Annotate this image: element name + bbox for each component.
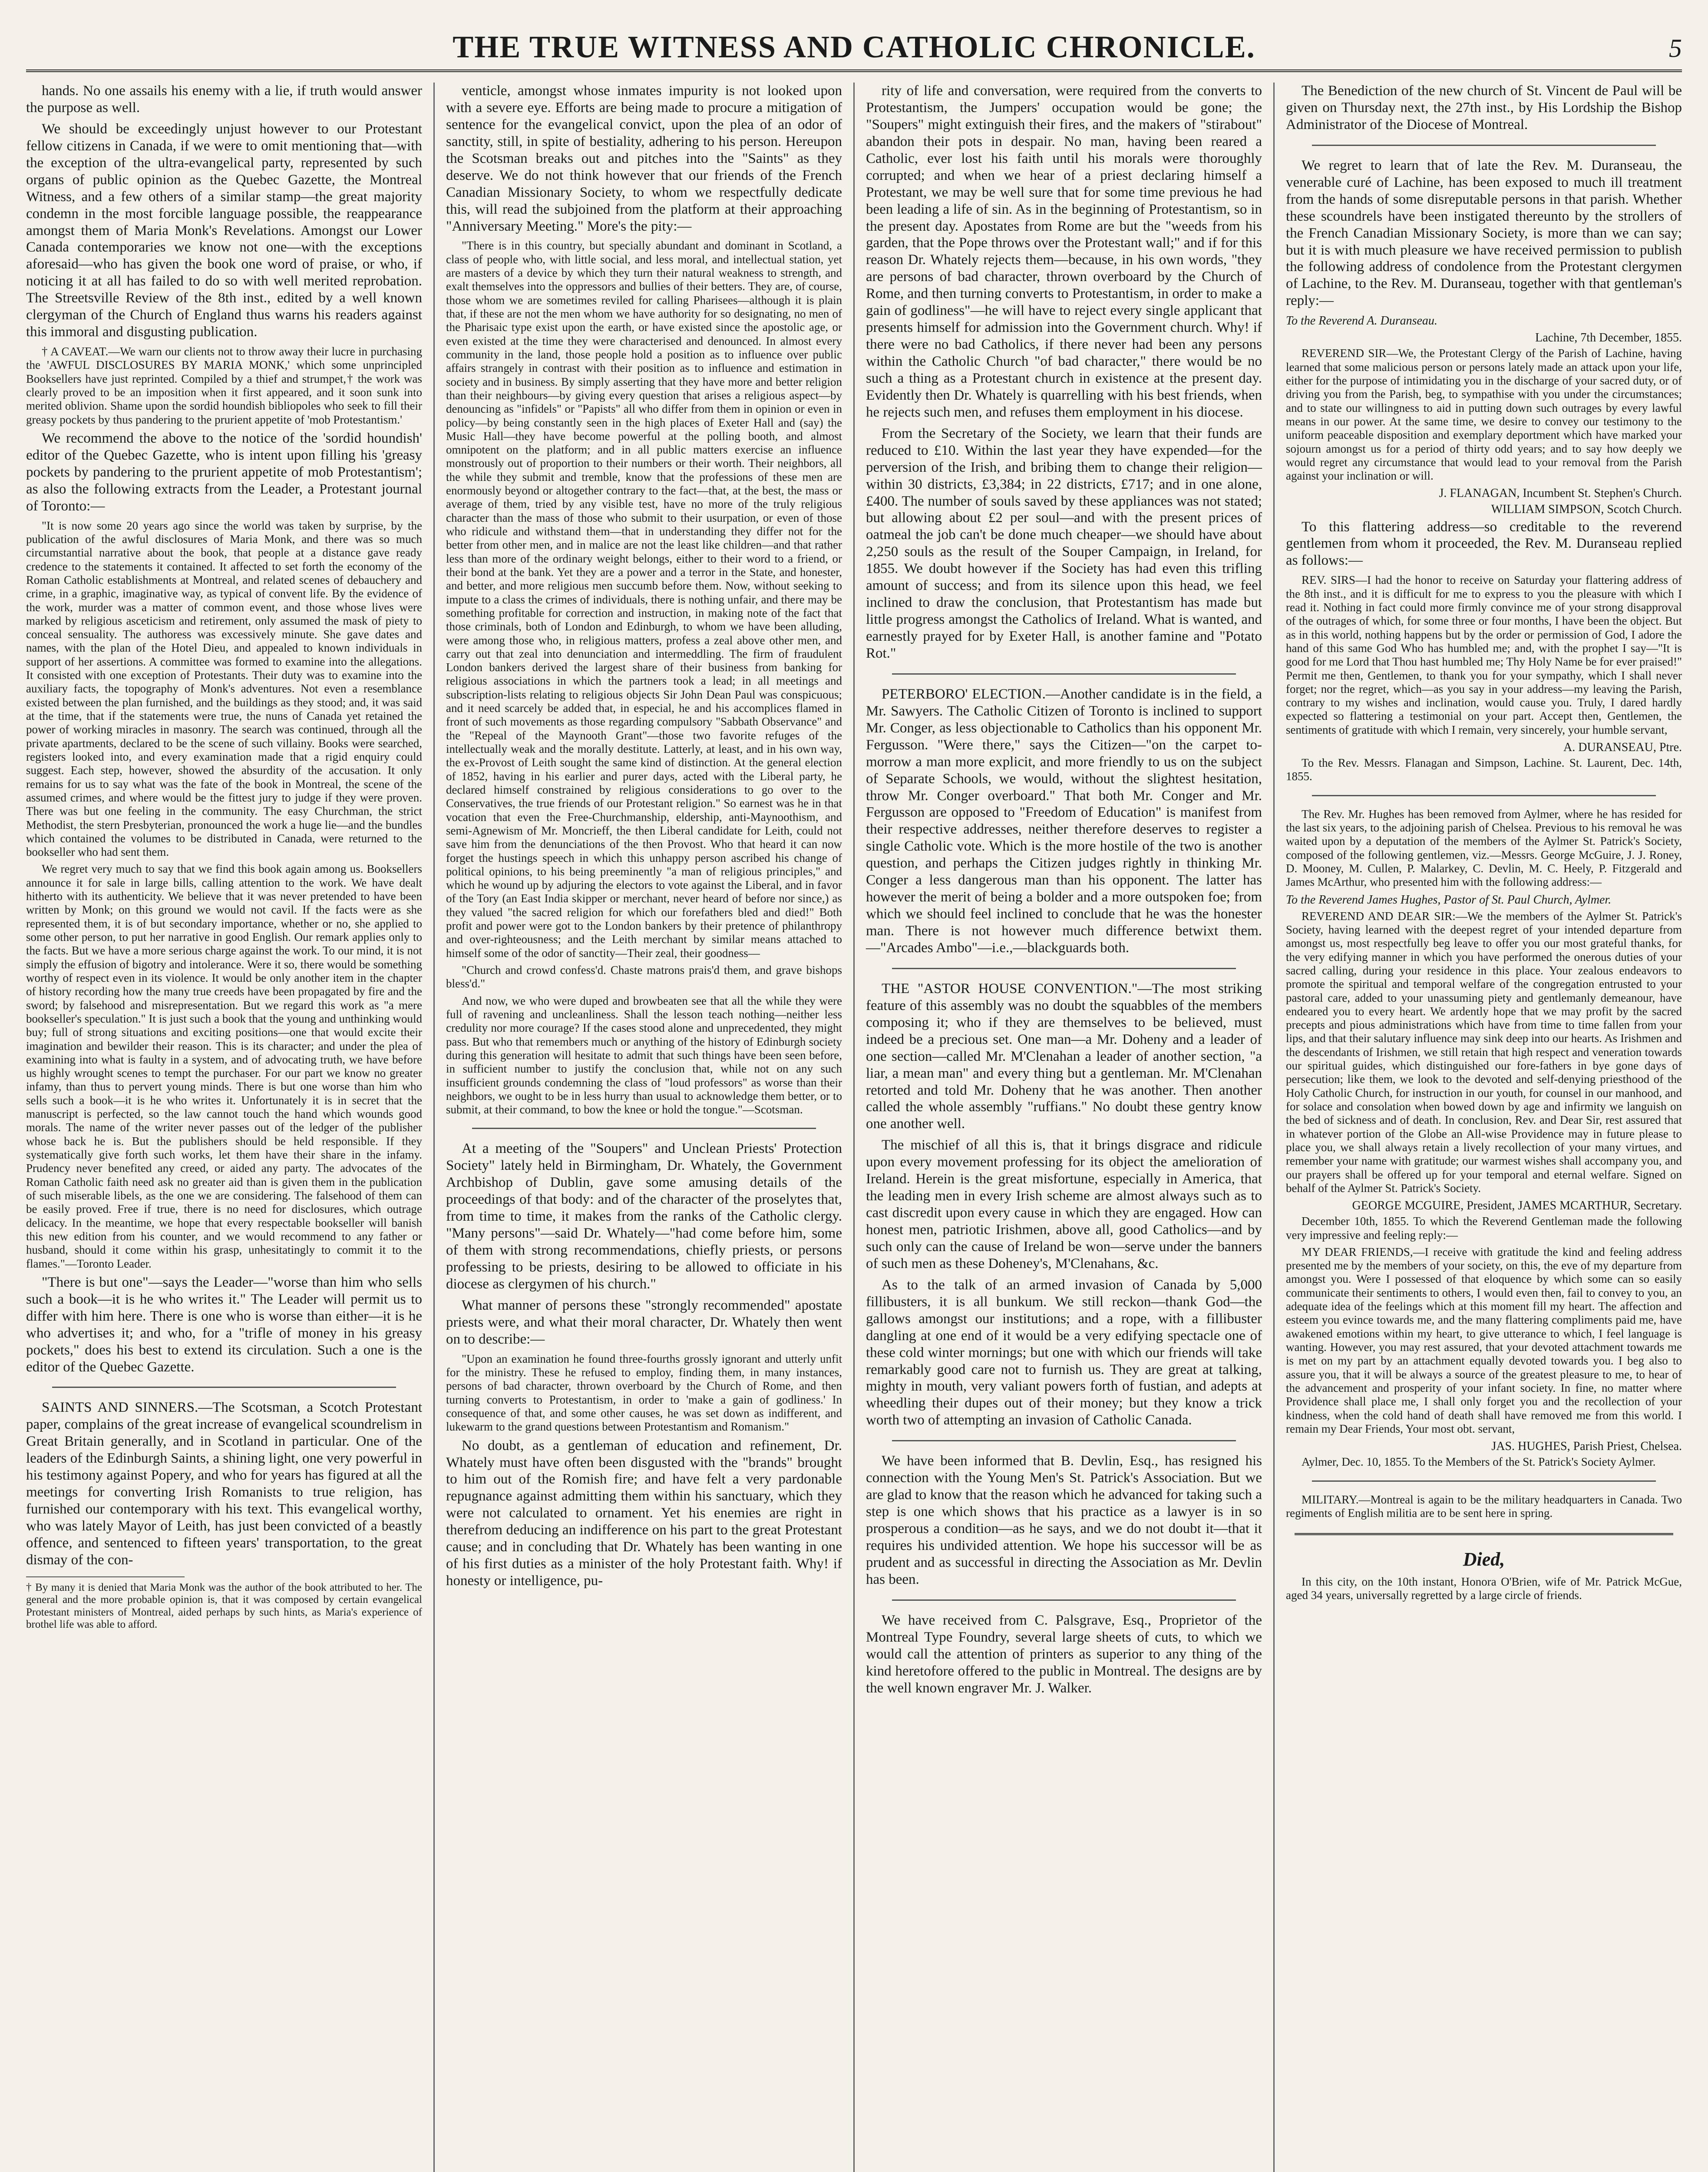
article-columns bbox=[26, 83, 1682, 2172]
article-paragraph: We have been informed that B. Devlin, Esq., has resigned his connection with the Young Men's St. Patrick's Association. But we are glad to know that the reason which he advanced for taking such a step is one which shows that his practice as a lawyer is in so prosperous a condition—as he says, and we do not doubt it—that it requires his undivided attention. We hope his successor will be as prudent and as successful in directing the Association as Mr. Devlin has been. bbox=[866, 1453, 1262, 1587]
section-divider bbox=[472, 1128, 816, 1129]
section-divider bbox=[1312, 1480, 1656, 1482]
section-divider bbox=[52, 1387, 396, 1388]
quoted-paragraph: † A CAVEAT.—We warn our clients not to throw away their lucre in purchasing the 'AWFUL DISCLOSURES BY MARIA MONK,' which some unprincipled Booksellers have just reprinted. Compiled by a thief and strumpet,† the work was clearly proved to be an imposition when it first appeared, and it soon sunk into merited oblivion. Shame upon the sordid houndish bibliopoles who seek to fill their greasy pockets by thus pandering to the prurient appetite of 'mob Protestantism.' bbox=[26, 345, 422, 426]
article-paragraph: SAINTS AND SINNERS.—The Scotsman, a Scotch Protestant paper, complains of the great increase of evangelical scoundrelism in Great Britain generally, and in Scotland in particular. One of the leaders of the Edinburgh Saints, a shining light, one very powerful in his testimony against Popery, and who for years has figured at all the meetings for converting Irish Romanists to true religion, has furnished our contemporary with his text. This evangelical worthy, who was lately Mayor of Leith, has just been convicted of a beastly offence, and sentenced to fifteen years' transportation, to the great dismay of the con- bbox=[26, 1400, 422, 1568]
quoted-paragraph: REVEREND SIR—We, the Protestant Clergy of the Parish of Lachine, having learned that some malicious person or persons lately made an attack upon your life, either for the purpose of intimidating you in the discharge of your sacred duty, or of driving you from the Parish, beg, to sympathise with you under the circumstances; and to state our willingness to aid in putting down such outrages by every lawful means in our power. At the same time, we desire to convey our testimony to the uniform peaceable disposition and exemplary deportment which have marked your sojourn amongst us for a period of thirty odd years; and to say how deeply we would regret any circumstance that would lead to your removal from the Parish against your inclination or will. bbox=[1286, 347, 1682, 483]
quoted-paragraph: And now, we who were duped and browbeaten see that all the while they were full of ravening and uncleanliness. Shall the lesson teach nothing—neither less credulity nor more courage? If the cases stood alone and unprecedented, they might pass. But who that remembers much or anything of the history of Edinburgh society during this generation will hesitate to admit that such things have been seen before, in sufficient number to justify the conclusion that, while not on any such insufficient grounds condemning the class of "loud professors" as worse than their neighbors, we ought to be in less hurry than usual to acknowledge them better, or to submit, at their command, to bow the knee or hold the tongue."—Scotsman. bbox=[446, 994, 842, 1116]
signature-line: J. FLANAGAN, Incumbent St. Stephen's Church. bbox=[1439, 487, 1682, 500]
article-paragraph: What manner of persons these "strongly recommended" apostate priests were, and what their moral character, Dr. Whately then went on to describe:— bbox=[446, 1297, 842, 1347]
column-3 bbox=[853, 83, 1273, 2172]
quoted-paragraph: REVEREND AND DEAR SIR:—We the members of the Aylmer St. Patrick's Society, having learned with the deepest regret of your intended departure from amongst us, most respectfully beg leave to offer you our most grateful thanks, for the very edifying manner in which you have performed the onerous duties of your sacred calling, during your residence in this place. Your zealous endeavors to promote the spiritual and temporal welfare of the congregation entrusted to your pastoral care, added to your unassuming piety and gentlemanly demeanour, have endeared you to every heart. We ardently hope that we may profit by the sacred precepts and pious administrations which have from time to time fallen from your lips, and that their salutary influence may sink deep into our hearts. As Irishmen and the descendants of Irishmen, we still retain that high respect and veneration towards our spiritual guides, which distinguished our fore-fathers in bye gone days of persecution; like them, we look to the devoted and self-denying priesthood of the Holy Catholic Church, for instruction in our youth, for counsel in our manhood, and for solace and consolation when bowed down by age and infirmity we languish on the bed of sickness and of death. In conclusion, Rev. and Dear Sir, rest assured that in whatever portion of the Globe an All-wise Providence may in future please to place you, we shall always retain a lively recollection of your many virtues, and remember your name with gratitude; our warmest wishes shall accompany you, and our prayers shall be offered up for your temporal and eternal welfare. Signed on behalf of the Aylmer St. Patrick's Society. bbox=[1286, 909, 1682, 1195]
address-line: To the Reverend A. Duranseau. bbox=[1286, 314, 1437, 328]
section-divider bbox=[1312, 795, 1656, 796]
section-divider bbox=[892, 673, 1236, 675]
quoted-paragraph: "Church and crowd confess'd. Chaste matrons prais'd them, and grave bishops bless'd." bbox=[446, 963, 842, 990]
masthead bbox=[26, 17, 1682, 72]
quoted-paragraph: To the Rev. Messrs. Flanagan and Simpson, Lachine. St. Laurent, Dec. 14th, 1855. bbox=[1286, 756, 1682, 783]
signature-line: JAS. HUGHES, Parish Priest, Chelsea. bbox=[1491, 1440, 1682, 1454]
article-paragraph: To this flattering address—so creditable to the reverend gentlemen from whom it proceeded, the Rev. M. Duranseau replied as follows:— bbox=[1286, 519, 1682, 569]
article-paragraph: THE "ASTOR HOUSE CONVENTION."—The most striking feature of this assembly was no doubt the squabbles of the members composing it; who if they are themselves to be believed, must indeed be a precious set. One man—a Mr. Doheny and a leader of one section—called Mr. M'Clenahan a leader of another section, "a liar, a mean man" and every thing but a gentleman. Mr. M'Clenahan retorted and told Mr. Doheny that he was another. Then another called the whole assembly "ruffians." No doubt these gentry know one another well. bbox=[866, 980, 1262, 1132]
quoted-paragraph: REV. SIRS—I had the honor to receive on Saturday your flattering address of the 8th inst., and it is difficult for me to express to you the pleasure with which I read it. Nothing in fact could more firmly convince me of your strong disapproval of the outrages of which, for some three or four months, I have been the object. But as in this world, nothing happens but by the order or permission of God, I adore the hand of this same God Who has humbled me; and, with the prophet I say—"It is good for me Lord that Thou hast humbled me; Thy Holy Name be for ever praised!" Permit me then, Gentlemen, to thank you for your sympathy, which I shall never forget; nor the regret, which—as you say in your address—my leaving the Parish, contrary to my wishes and inclination, would cause you. Truly, I dared hardly expected so flattering a testimonial on your part. Accept then, Gentlemen, the sentiments of gratitude with which I remain, very sincerely, your humble servant, bbox=[1286, 573, 1682, 736]
article-paragraph: The Benediction of the new church of St. Vincent de Paul will be given on Thursday next, the 27th inst., by His Lordship the Bishop Administrator of the Diocese of Montreal. bbox=[1286, 83, 1682, 132]
article-paragraph: hands. No one assails his enemy with a lie, if truth would answer the purpose as well. bbox=[26, 83, 422, 116]
quoted-paragraph: Aylmer, Dec. 10, 1855. To the Members of the St. Patrick's Society Aylmer. bbox=[1302, 1455, 1656, 1469]
footnote: † By many it is denied that Maria Monk was the author of the book attributed to her. The general and the more probable opinion is, that it was composed by certain evangelical Protestant ministers of Montreal, aided perhaps by such hints, as Maria's experience of brothel life was able to afford. bbox=[26, 1581, 422, 1631]
quoted-paragraph: "It is now some 20 years ago since the world was taken by surprise, by the publication of the awful disclosures of Maria Monk, and there was so much circumstantial narrative about the book, that people at a distance gave ready credence to the statements it contained. It affected to set forth the economy of the Roman Catholic establishments at Montreal, and related scenes of debauchery and crime, in a graphic, imaginative way, as typical of convent life. By the evidence of the work, murder was a matter of common event, and those whose lives were marked by religious asceticism and retirement, only assumed the mask of piety to conceal sensuality. The authoress was excessively minute. She gave dates and names, with the plan of the Hotel Dieu, and appealed to known individuals in support of her assertions. A committee was formed to examine into the allegations. It consisted with one exception of Protestants. Their duty was to examine into the auxiliary facts, the topography of Monk's adventures. Not even a resemblance existed between the plan furnished, and the buildings as they stood; and, it was said at the time, that if the statements were true, the nuns of Canada yet retained the power of working miracles in masonry. The search was continued, through all the private apartments, declared to be the scene of such villainy. Books were searched, registers looked into, and every examination made that a rigid enquiry could suggest. Each step, however, showed the absurdity of the accusation. It only remains for us to say what was the fate of the book in Montreal, the scene of the assumed crimes, and where would be the fittest jury to judge if they were proven. There was but one feeling in the community. The easy Churchman, the strict Methodist, the stern Presbyterian, pronounced the work a huge lie—and the bundles which contained the volumes to be distributed in Canada, were returned to the bookseller who had sent them. bbox=[26, 519, 422, 859]
article-paragraph: The mischief of all this is, that it brings disgrace and ridicule upon every movement professing for its object the amelioration of Ireland. Herein is the great misfortune, especially in America, that the leading men in every Irish scheme are almost always such as to cast discredit upon every cause in which they are engaged. How can honest men, patriotic Irishmen, above all, good Catholics—and by such only can the cause of Ireland be won—serve under the banners of such men as these Doheney's, M'Clenahans, &c. bbox=[866, 1137, 1262, 1271]
article-paragraph: At a meeting of the "Soupers" and Unclean Priests' Protection Society" lately held in Birmingham, Dr. Whately, the Government Archbishop of Dublin, gave some amusing details of the proceedings of that body: and of the character of the proselytes that, from time to time, it makes from the ranks of the Catholic clergy. "Many persons"—said Dr. Whately—"had come before him, some of them with strong recommendations, chiefly priests, or persons professing to be priests, desiring to be allowed to officiate in his diocese as clergymen of his church." bbox=[446, 1141, 842, 1292]
section-divider bbox=[892, 1440, 1236, 1441]
article-paragraph: rity of life and conversation, were required from the converts to Protestantism, the Jumpers' occupation would be gone; the "Soupers" might extinguish their fires, and the makers of "stirabout" abandon their pots in despair. No man, having been reared a Catholic, ever lost his faith until his morals were thoroughly corrupted; and when we hear of a priest declaring himself a Protestant, we may be well sure that for some time previous he had been leading a life of sin. As in the beginning of Protestantism, so in the present day. Apostates from Rome are but the "weeds from his garden, that the Pope throws over the Protestant wall;" and if for this reason Dr. Whately rejects them—because, in his own words, "they are persons of bad character, thrown overboard by the Church of Rome, and then turning converts to Protestantism, in order to make a gain of godliness"—he will have to reject every single applicant that presents himself for admission into the Government church. Why! if there were no bad Catholics, if there never had been any persons within the Catholic Church "of bad character," there would be no such a thing as a Protestant church in existence at the present day. Evidently then Dr. Whately is quarrelling with his best friends, when he rejects such men, and refuses them employment in his diocese. bbox=[866, 83, 1262, 420]
article-paragraph: As to the talk of an armed invasion of Canada by 5,000 fillibusters, it is all bunkum. We still reckon—thank God—the gallows amongst our institutions; and a rope, with a fillibuster dangling at one end of it would be a very edifying spectacle one of these cold winter mornings; but one with which our friends will take remarkably good care not to furnish us. They are great at talking, mighty in mouth, very valiant powers forth of fustian, and adepts at wheedling their dupes out of their money; but they know a trick worth two of attempting an invasion of Catholic Canada. bbox=[866, 1277, 1262, 1428]
footnote-divider bbox=[26, 1576, 185, 1577]
section-divider bbox=[892, 968, 1236, 969]
address-line: To the Reverend James Hughes, Pastor of St. Paul Church, Aylmer. bbox=[1286, 893, 1612, 907]
newspaper-title: THE TRUE WITNESS AND CATHOLIC CHRONICLE. bbox=[453, 30, 1255, 64]
section-heading: Died, bbox=[1463, 1549, 1505, 1570]
article-paragraph: We regret to learn that of late the Rev. M. Duranseau, the venerable curé of Lachine, has been exposed to much ill treatment from the hands of some disreputable persons in that parish. Whether these scoundrels have been instigated thereunto by the strollers of the French Canadian Missionary Society, is more than we can say; but it is with much pleasure we have received permission to publish the following address of condolence from the Protestant clergymen of Lachine, to the Rev. M. Duranseau, together with that gentleman's reply:— bbox=[1286, 157, 1682, 309]
section-divider bbox=[1312, 145, 1656, 146]
signature-line: WILLIAM SIMPSON, Scotch Church. bbox=[1491, 503, 1682, 517]
column-2 bbox=[433, 83, 853, 2172]
signature-line: Lachine, 7th December, 1855. bbox=[1535, 331, 1682, 345]
section-divider bbox=[892, 1599, 1236, 1601]
column-4 bbox=[1273, 83, 1682, 2172]
page-number: 5 bbox=[1669, 34, 1682, 63]
article-paragraph: We recommend the above to the notice of the 'sordid houndish' editor of the Quebec Gazette, who is intent upon filling his 'greasy pockets by pandering to the prurient appetite of mob Protestantism'; as also the following extracts from the Leader, a Protestant journal of Toronto:— bbox=[26, 430, 422, 514]
quoted-paragraph: The Rev. Mr. Hughes has been removed from Aylmer, where he has resided for the last six years, to the adjoining parish of Chelsea. Previous to his removal he was waited upon by a deputation of the members of the Aylmer St. Patrick's Society, composed of the following gentlemen, viz.—Messrs. George McGuire, J. J. Roney, D. Mooney, M. Cullen, P. Malarkey, C. Devlin, M. C. Heely, P. Fitzgerald and James McArthur, who presented him with the following address:— bbox=[1286, 807, 1682, 889]
column-1 bbox=[26, 83, 433, 2172]
article-paragraph: venticle, amongst whose inmates impurity is not looked upon with a severe eye. Efforts are being made to procure a mitigation of sentence for the evangelical convict, upon the plea of an odor of sanctity, still, in spite of bestiality, adhering to his person. Hereupon the Scotsman breaks out and pitches into the "Saints" as they deserve. We do not think however that our friends of the French Canadian Missionary Society, to whom we respectfully dedicate this, will read the subjoined from the platform at their approaching "Anniversary Meeting." More's the pity:— bbox=[446, 83, 842, 234]
article-paragraph: "There is but one"—says the Leader—"worse than him who sells such a book—it is he who writes it." The Leader will permit us to differ with him here. There is one who is worse than either—it is he who advertises it; and who, for a "trifle of money in his greasy pockets," does his best to extend its circulation. Such a one is the editor of the Quebec Gazette. bbox=[26, 1274, 422, 1375]
article-paragraph: We have received from C. Palsgrave, Esq., Proprietor of the Montreal Type Foundry, several large sheets of cuts, to which we would call the attention of printers as superior to any thing of the kind heretofore offered to the public in Montreal. The designs are by the well known engraver Mr. J. Walker. bbox=[866, 1612, 1262, 1696]
quoted-paragraph: "There is in this country, but specially abundant and dominant in Scotland, a class of people who, with little social, and less moral, and intellectual station, yet are masters of a device by which they turn their natural weakness to strength, and exalt themselves into the oppressors and bullies of their betters. They are, of course, those whom we are sometimes reviled for calling Pharisees—although it is plain that, if these are not the men whom we have authority for so designating, no men of the Pharisaic type exist upon the earth, or have existed since the apostolic age, or even existed at the time they were characterised and denounced. In almost every community in the land, those people hold a position as to influence over public affairs strangely in contrast with their position as to influence and estimation in society and in business. By simply asserting that they have more and better religion than their neighbours—by giving every question that arises a religious aspect—by denouncing as "infidels" or "Papists" all who differ from them in opinion or even in policy—by being constantly seen in the high places of Exeter Hall and (say) the Music Hall—they have become powerful at the polling booth, and almost omnipotent on the platform; and in all public matters exercise an influence monstrously out of proportion to their numbers or their worth. Their neighbors, all the while they submit and tremble, know that the professions of these men are enormously beyond or altogether contrary to the fact—that, at the best, the mass or average of them, tried by any visible test, have no more of the truly religious character than the mass of those who submit to their usurpation, or even of those who ridicule and withstand them—that in understanding they differ not for the better from other men, and in malice are not the least like children—and that rather less than more of the ordinary weight belongs, either to their word to a friend, or their bond at the bank. Yet they are a power and a terror in the State, and honester, and better, and more religious men succumb before them. Now, without seeking to impute to a class the crimes of individuals, there is nothing unfair, and there may be something profitable for correction and instruction, in making note of the fact that those criminals, both of London and Edinburgh, to whom we have been alluding, were among those who, in religious matters, profess a zeal above other men, and carry out that zeal into denunciation and intermeddling. The firm of fraudulent London bankers derived the largest share of their business from banking for religious associations in which the partners took a lead; in all meetings and subscription-lists relating to religious objects Sir John Dean Paul was conspicuous; and it need scarcely be added that, in especial, he and his accomplices flamed in front of such movements as those regarding compulsory "Sabbath Observance" and the "Repeal of the Maynooth Grant"—those two favorite refuges of the intellectually weak and the morally destitute. Latterly, at least, and in his own way, the ex-Provost of Leith sought the same kind of distinction. At the general election of 1852, having in his earlier and purer days, acted with the Liberal party, he declared himself constrained by religious considerations to go over to the Conservatives, the true friends of our Protestant religion." So earnest was he in that vocation that even the Free-Churchmanship, eldership, anti-Maynoothism, and semi-Agnewism of Mr. Moncrieff, the then Liberal candidate for Leith, could not save him from the denunciations of the then Provost. Who that heard it can now forget the hustings speech in which this unhappy person ascribed his change of political opinions, to his being preeminently "a man of religious principles," and which he wound up by adjuring the electors to vote against the Liberal, and in favor of the Tory (an East India skipper or merchant, never heard of before nor since,) as they valued "the sacred religion for which our forefathers bled and died!" Both profit and power were got to the London bankers by their pretence of philanthropy and over-righteousness; and the Leith merchant by similar means attached to himself some of the odor of sanctity—Their zeal, their goodness— bbox=[446, 239, 842, 960]
quoted-paragraph: We regret very much to say that we find this book again among us. Booksellers announce it for sale in large bills, calling attention to the work. We have dealt hitherto with its authenticity. We believe that it was never pretended to have been written by Monk; on this ground we would not cavil. If the facts were as she represented them, it is of but secondary importance, whether or no, she applied to some other person, to put her narrative in good English. Our remark applies only to the facts. But we have a more serious charge against the work. To our mind, it is not simply the effusion of bigotry and intolerance. Were it so, there would be something worthy of respect even in its violence. It would be only another item in the chapter of history recording how the many true creeds have been propagated by fire and the sword; by falsehood and misrepresentation. But we regard this work as "a mere bookseller's speculation." It is just such a book that the young and unthinking would buy; full of strong situations and exciting positions—one that would excite their imagination and bewilder their reason. This is its character; and under the plea of examining into what is faulty in a system, and of advocating truth, we have before us highly wrought scenes to tempt the purchaser. For our part we know no greater infamy, than thus to pervert young minds. There is but one worse than him who sells such a book—it is he who writes it. Unfortunately it is in secret that the manuscript is perfected, so the law cannot touch the hand which wounds good morals. The name of the writer never passes out of the ledger of the publisher whose back he is. But the publishers should be held responsible. If they systematically give forth such works, let them have their share in the infamy. Prudency never benefited any creed, or aided any party. The advocates of the Roman Catholic faith need ask no greater aid than is given them in the publication of such miserable libels, as the one we are considering. The falsehood of them can be easily proved. Free if true, there is no need for disclosures, which outrage delicacy. In the meantime, we hope that every respectable bookseller will banish this new edition from his counter, and we would recommend to any father or husband, should it come within his grasp, unhesitatingly to commit it to the flames."—Toronto Leader. bbox=[26, 862, 422, 1270]
article-paragraph: PETERBORO' ELECTION.—Another candidate is in the field, a Mr. Sawyers. The Catholic Citizen of Toronto is inclined to support Mr. Conger, as less objectionable to Catholics than his opponent Mr. Fergusson. "Were there," says the Citizen—"on the carpet to-morrow a man more explicit, and more friendly to us on the subject of Separate Schools, we would, without the slightest hesitation, throw Mr. Conger overboard." That both Mr. Conger and Mr. Fergusson are opposed to "Freedom of Education" is manifest from their respective addresses, neither therefore deserves to register a single Catholic vote. Which is the more hostile of the two is another question, and perhaps the Citizen judges rightly in thinking Mr. Conger a less dangerous man than his opponent. The latter has however the merit of being a bolder and a more outspoken foe; from which we should feel inclined to conclude that he was the honester man. There is not however much difference betwixt them.—"Arcades Ambo"—i.e.,—blackguards both. bbox=[866, 686, 1262, 956]
signature-line: A. DURANSEAU, Ptre. bbox=[1563, 741, 1682, 755]
quoted-paragraph: MILITARY.—Montreal is again to be the military headquarters in Canada. Two regiments of English militia are to be sent here in spring. bbox=[1286, 1493, 1682, 1520]
signature-line: GEORGE MCGUIRE, President, JAMES MCARTHUR, Secretary. bbox=[1352, 1199, 1682, 1213]
newspaper-page bbox=[26, 17, 1682, 2172]
quoted-paragraph: In this city, on the 10th instant, Honora O'Brien, wife of Mr. Patrick McGue, aged 34 years, universally regretted by a large circle of friends. bbox=[1286, 1575, 1682, 1602]
article-paragraph: We should be exceedingly unjust however to our Protestant fellow citizens in Canada, if we were to omit mentioning that—with the exception of the ultra-evangelical party, represented by such organs of public opinion as the Quebec Gazette, the Montreal Witness, and a few others of a similar stamp—the great majority condemn in the most forcible language possible, the reappearance amongst them of Maria Monk's Revelations. Amongst our Lower Canada contemporaries we know not one—with the exceptions aforesaid—who has given the book one word of praise, or who, if noticing it at all has failed to do so with well merited reprobation. The Streetsville Review of the 8th inst., edited by a well known clergyman of the Church of England thus warns his readers against this immoral and disgusting publication. bbox=[26, 121, 422, 340]
quoted-paragraph: MY DEAR FRIENDS,—I receive with gratitude the kind and feeling address presented me by the members of your society, on this, the eve of my departure from amongst you. Were I possessed of that eloquence by which some can so easily communicate their sentiments to others, I would even then, fail to convey to you, an adequate idea of the feelings which at this moment fill my heart. The affection and esteem you evince towards me, and the many flattering compliments paid me, have awakened emotions within my heart, to give utterance to which, I feel language is wanting. However, you may rest assured, that your devoted attachment towards me is met on my part by an attachment equally devoted towards you. I beg also to assure you, that it will be always a source of the greatest pleasure to me, to hear of the advancement and prosperity of your infant society. In fine, no matter where Providence shall place me, I shall only forget you and the recollection of your kindness, when the cold hand of death shall have removed me from this world. I remain my Dear Friends, Your most obt. servant, bbox=[1286, 1245, 1682, 1435]
section-divider bbox=[1295, 1533, 1673, 1535]
article-paragraph: No doubt, as a gentleman of education and refinement, Dr. Whately must have often been disgusted with the "brands" brought to him out of the Romish fire; and have felt a very pardonable repugnance against admitting them within his sanctuary, which they were not calculated to ornament. Yet his enemies are right in therefrom deducing an indifference on his part to the great Protestant cause; and in concluding that Dr. Whately has been wanting in one of his first duties as a minister of the holy Protestant faith. Why! if honesty or intelligence, pu- bbox=[446, 1437, 842, 1589]
article-paragraph: From the Secretary of the Society, we learn that their funds are reduced to £10. Within the last year they have expended—for the perversion of the Irish, and bribing them to change their religion—within 30 districts, £3,384; in 22 districts, £717; and in one alone, £400. The number of souls saved by these appliances was not stated; but allowing about £2 per soul—and with the present prices of oatmeal the job can't be done much cheaper—we should have about 2,250 souls as the result of the Souper Campaign, in Ireland, for 1855. We doubt however if the Society has had even this trifling amount of success; and from its silence upon this head, we feel inclined to draw the conclusion, that Protestantism has made but little progress amongst the Catholics of Ireland. What is wanted, and earnestly prayed for by Exeter Hall, is another famine and "Potato Rot." bbox=[866, 425, 1262, 661]
quoted-paragraph: December 10th, 1855. To which the Reverend Gentleman made the following very impressive and feeling reply:— bbox=[1286, 1215, 1682, 1242]
quoted-paragraph: "Upon an examination he found three-fourths grossly ignorant and utterly unfit for the ministry. These he refused to employ, finding them, in many instances, persons of bad character, thrown overboard by the Church of Rome, and then turning converts to Protestantism, in order to 'make a gain of godliness.' In consequence of that, and some other causes, he was set down as indifferent, and lukewarm to the grand questions between Protestantism and Romanism." bbox=[446, 1352, 842, 1434]
